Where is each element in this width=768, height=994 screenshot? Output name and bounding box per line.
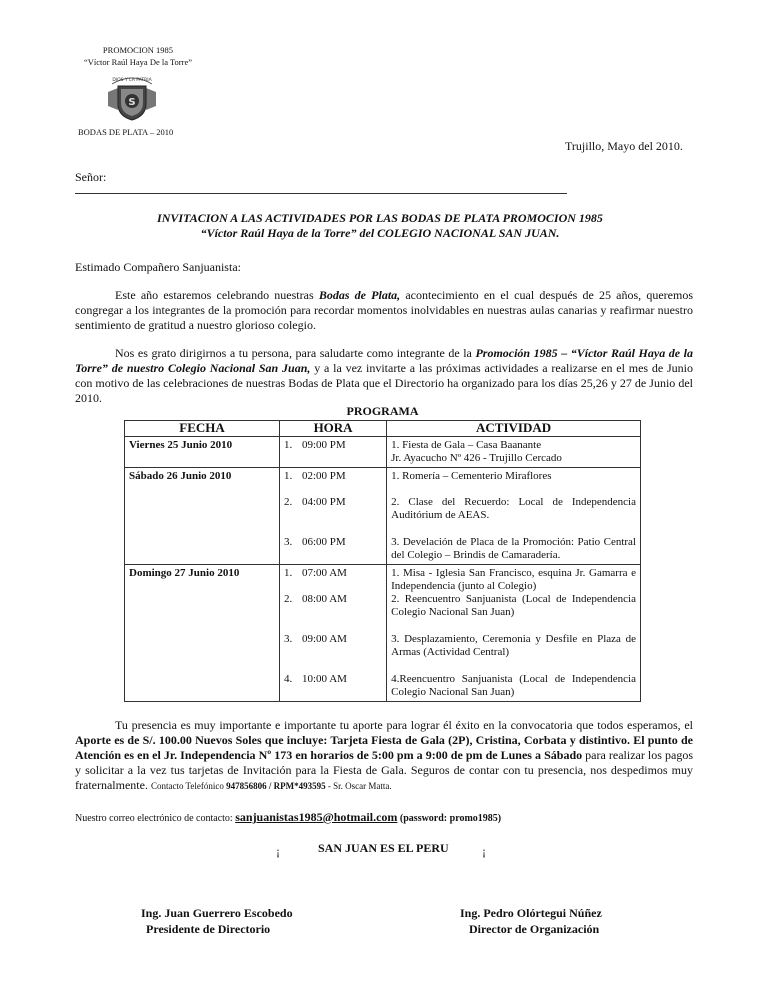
table-row bbox=[125, 565, 641, 702]
heading-line2: “Víctor Raúl Haya de la Torre” del COLEGIO NACIONAL SAN JUAN. bbox=[200, 226, 560, 240]
hour-slot: 1. 02:00 PM bbox=[284, 470, 346, 482]
promo-line2: “Víctor Raúl Haya De la Torre” bbox=[83, 57, 193, 67]
hour-slot: 1. 09:00 PM bbox=[284, 439, 346, 451]
promo-line1: PROMOCION 1985 bbox=[102, 45, 174, 55]
activity-item: 1. Fiesta de Gala – Casa Baanante bbox=[391, 439, 542, 451]
table-row bbox=[125, 437, 641, 468]
invitation-heading bbox=[60, 211, 700, 241]
hour-slot: 2. 08:00 AM bbox=[284, 593, 347, 605]
paragraph-3: Tu presencia es muy importante e importante tu aporte para lograr él éxito en la convocatoria que todos esperamos, el Aporte es de S/. 100.00 Nuevos Soles que incluye: Tarjeta Fiesta de Gala (2P), Cristina, Corbata y distintivo. El punto de Atención es en el Jr. Independencia Nº 173 en horarios de 5:00 pm a 9:00 de pm de Lunes a Sábado para realizar los pagos y solicitar a la vez tus tarjetas de Invitación para la Fiesta de Gala. Seguros de contar con tu presencia, nos despedimos muy fraternalmente. Contacto Telefónico 947856806 / RPM*493595 - Sr. Oscar Matta. bbox=[75, 718, 693, 792]
hour-slot: 2. 04:00 PM bbox=[284, 496, 346, 508]
activity-item: 2. Reencuentro Sanjuanista (Local de Independencia Colegio Nacional San Juan) bbox=[391, 593, 636, 618]
signature-1-title: Presidente de Directorio bbox=[146, 922, 271, 936]
program-table bbox=[124, 420, 641, 702]
place-date: Trujillo, Mayo del 2010. bbox=[565, 139, 683, 153]
activity-item: 1. Misa - Iglesia San Francisco, esquina Jr. Gamarra e Independencia (junto al Colegio) bbox=[391, 567, 636, 592]
signature-1-name: Ing. Juan Guerrero Escobedo bbox=[141, 906, 293, 920]
column-header-hora: HORA bbox=[280, 421, 387, 437]
recipient-line bbox=[75, 193, 567, 194]
day-date: Viernes 25 Junio 2010 bbox=[125, 437, 280, 468]
hour-slot: 1. 07:00 AM bbox=[284, 567, 347, 579]
crest-logo-icon bbox=[106, 70, 158, 122]
activities-cell bbox=[387, 468, 641, 565]
greeting: Estimado Compañero Sanjuanista: bbox=[75, 260, 241, 274]
heading-line1: INVITACION A LAS ACTIVIDADES POR LAS BODAS DE PLATA PROMOCION 1985 bbox=[157, 211, 603, 225]
activity-item: 4.Reencuentro Sanjuanista (Local de Independencia Colegio Nacional San Juan) bbox=[391, 673, 636, 698]
activity-item: 3. Desplazamiento, Ceremonia y Desfile en Plaza de Armas (Actividad Central) bbox=[391, 633, 636, 658]
hour-slot: 4. 10:00 AM bbox=[284, 673, 347, 685]
column-header-fecha: FECHA bbox=[125, 421, 280, 437]
motto-left-mark: ¡ bbox=[276, 844, 280, 858]
email-label: Nuestro correo electrónico de contacto: bbox=[75, 813, 236, 824]
activity-item-detail: Jr. Ayacucho Nº 426 - Trujillo Cercado bbox=[391, 452, 562, 464]
activity-item: 1. Romería – Cementerio Miraflores bbox=[391, 470, 552, 482]
email-password: (password: promo1985) bbox=[397, 813, 502, 824]
email-link[interactable]: sanjuanistas1985@hotmail.com bbox=[235, 810, 398, 824]
hours-cell bbox=[280, 468, 387, 565]
motto-right-mark: ¡ bbox=[482, 844, 486, 858]
motto: SAN JUAN ES EL PERU bbox=[318, 841, 449, 855]
paragraph-1: Este año estaremos celebrando nuestras Bodas de Plata, acontecimiento en el cual después de 25 años, queremos congregar a los integrantes de la promoción para recordar momentos inolvidables en nuestras aulas canarias y reafirmar nuestro sentimiento de gratitud a nuestro glorioso colegio. bbox=[75, 288, 693, 332]
day-date: Domingo 27 Junio 2010 bbox=[125, 565, 280, 702]
activity-item: 3. Develación de Placa de la Promoción: Patio Central del Colegio – Brindis de Camaradería. bbox=[391, 536, 636, 561]
signature-2-name: Ing. Pedro Olórtegui Núñez bbox=[460, 906, 602, 920]
hours-cell bbox=[280, 437, 387, 468]
paragraph-2: Nos es grato dirigirnos a tu persona, para saludarte como integrante de la Promoción 1985 – “Víctor Raúl Haya de la Torre” de nuestro Colegio Nacional San Juan, y a la vez invitarte a las próximas actividades a realizarse en el mes de Junio con motivo de las celebraciones de nuestras Bodas de Plata que el Directorio ha organizado para los días 25,26 y 27 de Junio del 2010. bbox=[75, 346, 693, 405]
activities-cell bbox=[387, 437, 641, 468]
hours-cell bbox=[280, 565, 387, 702]
bodas-de-plata-line: BODAS DE PLATA – 2010 bbox=[78, 127, 174, 137]
column-header-actividad: ACTIVIDAD bbox=[387, 421, 641, 437]
day-date: Sábado 26 Junio 2010 bbox=[125, 468, 280, 565]
svg-text:DIOS Y LA PATRIA: DIOS Y LA PATRIA bbox=[112, 78, 152, 83]
table-row bbox=[125, 468, 641, 565]
email-line bbox=[75, 810, 715, 825]
hour-slot: 3. 06:00 PM bbox=[284, 536, 346, 548]
activity-item: 2. Clase del Recuerdo: Local de Independencia Auditórium de AEAS. bbox=[391, 496, 636, 521]
programa-title: PROGRAMA bbox=[346, 404, 419, 418]
svg-text:S: S bbox=[128, 97, 136, 108]
signature-2-title: Director de Organización bbox=[469, 922, 600, 936]
hour-slot: 3. 09:00 AM bbox=[284, 633, 347, 645]
activities-cell bbox=[387, 565, 641, 702]
recipient-label: Señor: bbox=[75, 170, 107, 184]
table-header-row bbox=[125, 421, 641, 437]
